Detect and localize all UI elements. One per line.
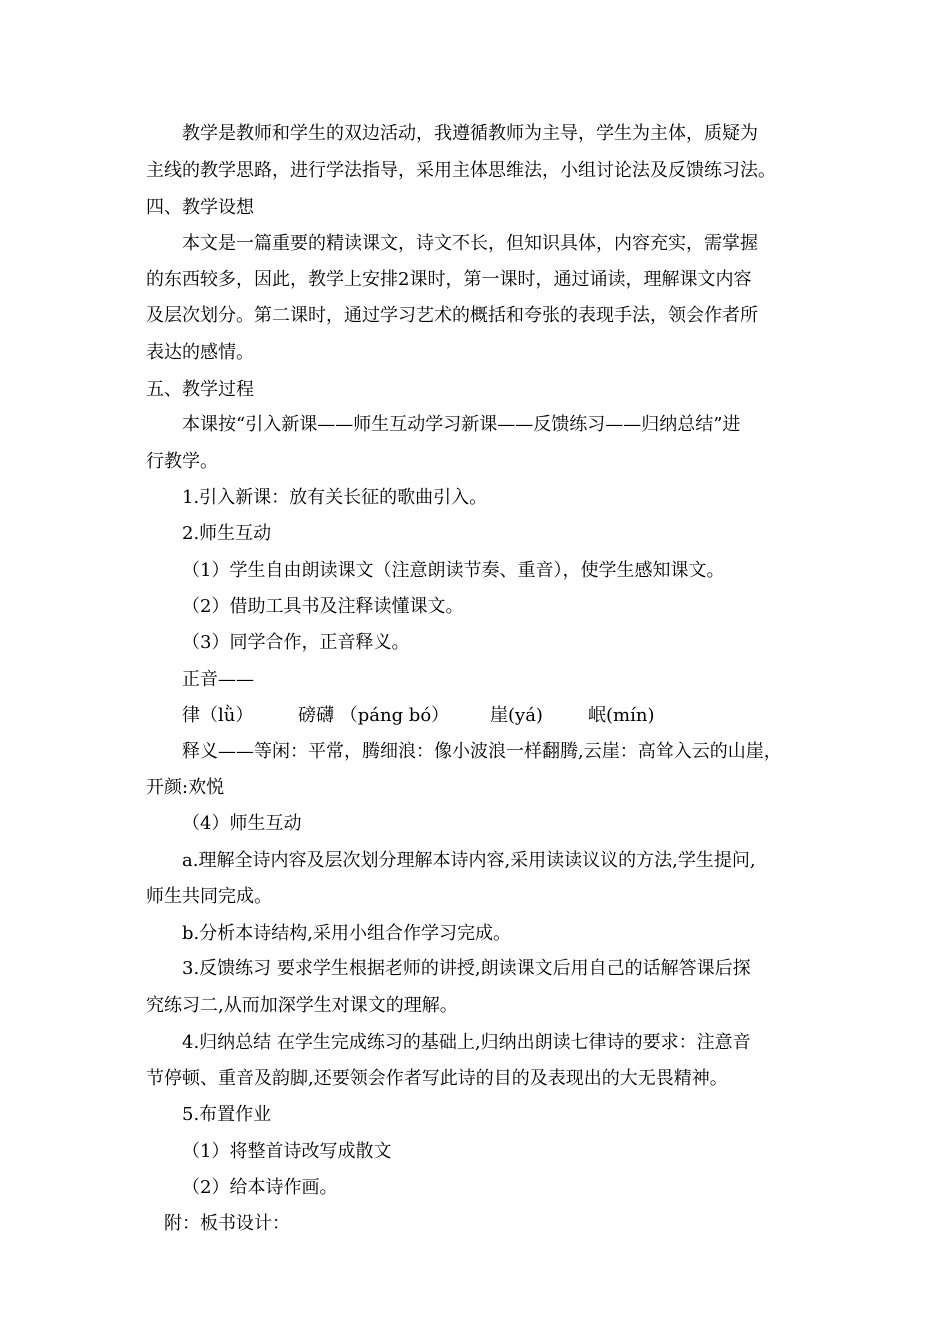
paragraph-line: 本文是一篇重要的精读课文，诗文不长，但知识具体，内容充实，需掌握 xyxy=(182,233,758,254)
pinyin-row xyxy=(0,705,950,727)
pinyin-item: 岷(mín) xyxy=(588,705,655,726)
paragraph-line: 究练习二,从而加深学生对课文的理解。 xyxy=(146,995,458,1016)
paragraph-line: 4.归纳总结 在学生完成练习的基础上,归纳出朗读七律诗的要求：注意音 xyxy=(182,1032,751,1053)
paragraph-line: 及层次划分。第二课时，通过学习艺术的概括和夸张的表现手法，领会作者所 xyxy=(146,305,758,326)
paragraph-line: a.理解全诗内容及层次划分理解本诗内容,采用读读议议的方法,学生提问, xyxy=(182,850,756,871)
paragraph-line: 主线的教学思路，进行学法指导，采用主体思维法，小组讨论法及反馈练习法。 xyxy=(146,160,776,181)
section-heading: 四、教学设想 xyxy=(146,197,254,218)
paragraph-line: 3.反馈练习 要求学生根据老师的讲授,朗读课文后用自己的话解答课后探 xyxy=(182,958,751,979)
paragraph-line: 表达的感情。 xyxy=(146,342,254,363)
pinyin-item: 律（lǜ） xyxy=(182,705,254,726)
paragraph-line: 节停顿、重音及韵脚,还要领会作者写此诗的目的及表现出的大无畏精神。 xyxy=(146,1068,728,1089)
pinyin-item: 磅礴 （páng bó） xyxy=(298,705,450,726)
list-item: （4）师生互动 xyxy=(182,813,302,834)
list-item: （3）同学合作，正音释义。 xyxy=(182,632,410,653)
paragraph-line: 本课按“引入新课——师生互动学习新课——反馈练习——归纳总结”进 xyxy=(182,414,741,435)
paragraph-line: 释义——等闲：平常，腾细浪：像小波浪一样翻腾,云崖：高耸入云的山崖， xyxy=(182,741,782,762)
list-item: 1.引入新课：放有关长征的歌曲引入。 xyxy=(182,487,488,508)
list-item: （2）给本诗作画。 xyxy=(182,1177,338,1198)
paragraph-line: 师生共同完成。 xyxy=(146,886,272,907)
pinyin-item: 崖(yá) xyxy=(490,705,543,726)
paragraph-line: 行教学。 xyxy=(146,451,218,472)
list-item: （1）将整首诗改写成散文 xyxy=(182,1141,392,1162)
section-heading: 五、教学过程 xyxy=(146,379,254,400)
list-item: 5.布置作业 xyxy=(182,1104,272,1125)
paragraph-line: 教学是教师和学生的双边活动，我遵循教师为主导，学生为主体，质疑为 xyxy=(182,123,758,144)
list-item: 2.师生互动 xyxy=(182,523,272,544)
paragraph-line: 开颜:欢悦 xyxy=(146,777,225,798)
appendix-line: 附：板书设计： xyxy=(164,1213,290,1234)
paragraph-line: 正音—— xyxy=(182,669,254,690)
paragraph-line: b.分析本诗结构,采用小组合作学习完成。 xyxy=(182,923,511,944)
list-item: （1）学生自由朗读课文（注意朗读节奏、重音），使学生感知课文。 xyxy=(182,560,725,581)
paragraph-line: 的东西较多，因此，教学上安排2课时，第一课时，通过诵读，理解课文内容 xyxy=(146,269,752,290)
list-item: （2）借助工具书及注释读懂课文。 xyxy=(182,596,464,617)
